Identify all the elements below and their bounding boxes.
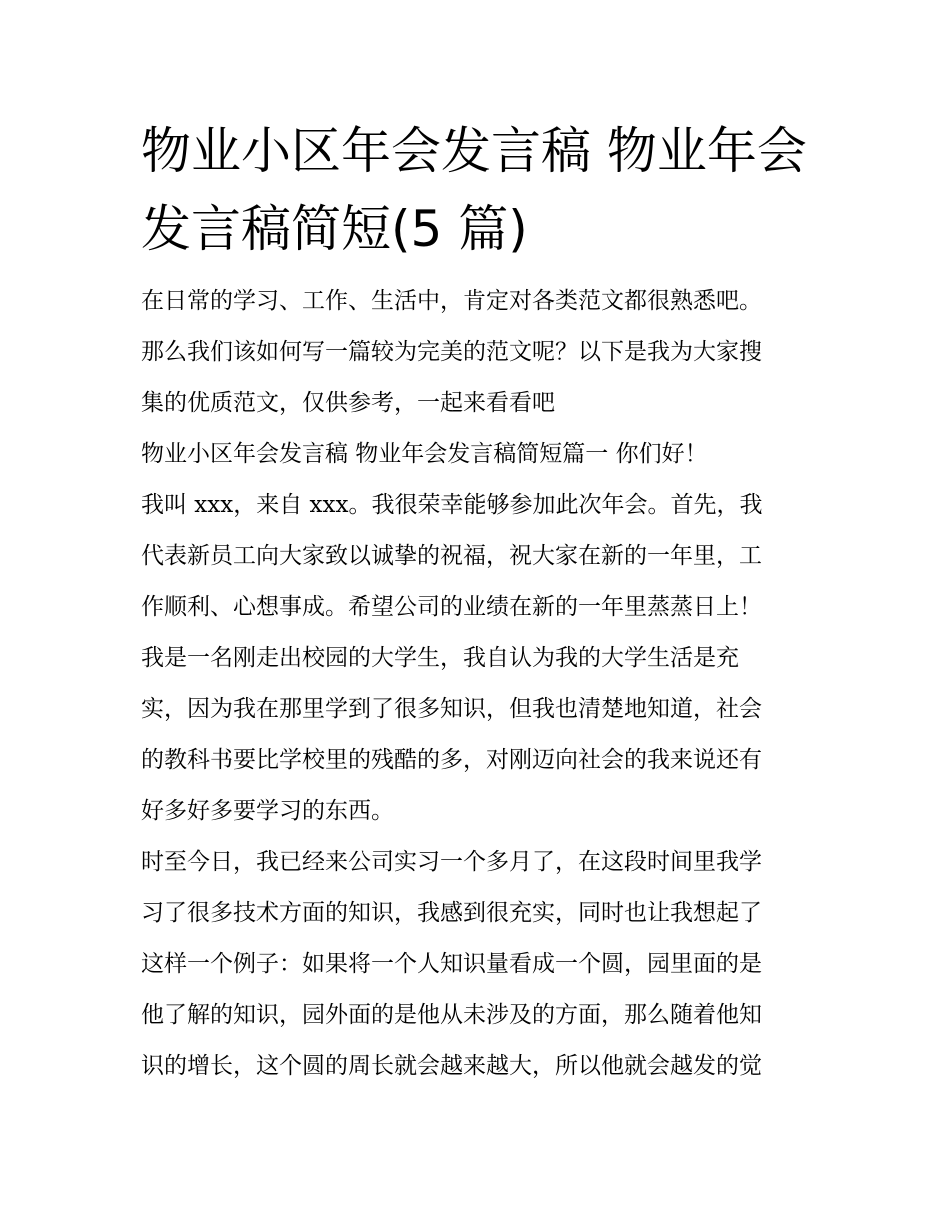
body-line: 物业小区年会发言稿 物业年会发言稿简短篇一 你们好！ <box>141 441 708 467</box>
body-line: 代表新员工向大家致以诚挚的祝福，祝大家在新的一年里，工 <box>141 543 762 569</box>
body-line: 实，因为我在那里学到了很多知识，但我也清楚地知道，社会 <box>141 696 762 722</box>
body-line: 作顺利、心想事成。希望公司的业绩在新的一年里蒸蒸日上！ <box>141 594 762 620</box>
body-line: 习了很多技术方面的知识，我感到很充实，同时也让我想起了 <box>141 900 762 926</box>
body-line: 识的增长，这个圆的周长就会越来越大，所以他就会越发的觉 <box>141 1053 762 1079</box>
title-line: 发言稿简短(5 篇) <box>141 200 528 258</box>
document-body <box>141 276 821 1092</box>
body-line: 他了解的知识，园外面的是他从未涉及的方面，那么随着他知 <box>141 1002 762 1028</box>
body-line: 那么我们该如何写一篇较为完美的范文呢？以下是我为大家搜 <box>141 339 762 365</box>
body-line: 的教科书要比学校里的残酷的多，对刚迈向社会的我来说还有 <box>141 747 762 773</box>
body-line: 这样一个例子：如果将一个人知识量看成一个圆，园里面的是 <box>141 951 762 977</box>
title-line: 物业小区年会发言稿 物业年会 <box>141 122 807 180</box>
body-line: 时至今日，我已经来公司实习一个多月了，在这段时间里我学 <box>141 849 762 875</box>
body-line: 我叫 xxx，来自 xxx。我很荣幸能够参加此次年会。首先，我 <box>141 492 763 518</box>
body-line: 我是一名刚走出校园的大学生，我自认为我的大学生活是充 <box>141 645 739 671</box>
body-line: 好多好多要学习的东西。 <box>141 798 394 824</box>
document-title <box>141 112 821 268</box>
body-line: 在日常的学习、工作、生活中，肯定对各类范文都很熟悉吧。 <box>141 288 762 314</box>
body-line: 集的优质范文，仅供参考，一起来看看吧 <box>141 390 555 416</box>
